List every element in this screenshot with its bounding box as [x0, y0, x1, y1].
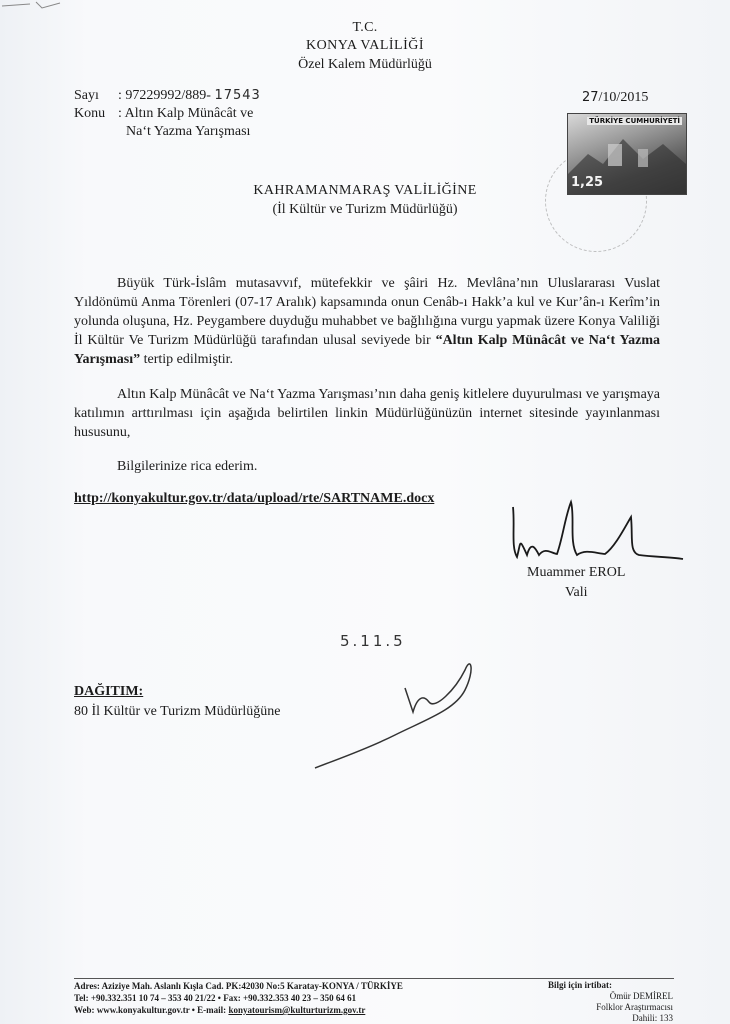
sayi-value: : 97229992/889-	[118, 88, 211, 103]
handwritten-note: 5.11.5	[340, 632, 406, 650]
contact-ext: Dahili: 133	[632, 1013, 673, 1023]
subject	[74, 106, 253, 122]
date-day: 27	[582, 90, 599, 105]
contact-role: Folklor Araştırmacısı	[596, 1002, 673, 1012]
document-date	[582, 90, 648, 106]
contact-block	[548, 980, 673, 1024]
p1-bold-title: “Altın Kalp Münâcât ve Na‘t Yazma Yarışması”	[74, 333, 660, 367]
date-rest: /10/2015	[598, 90, 649, 105]
signer-name: Muammer EROL	[527, 565, 626, 580]
footer-address-block	[74, 980, 403, 1016]
sayi-handwritten: 17543	[214, 88, 261, 103]
footer-web-prefix: Web: www.konyakultur.gov.tr • E-mail:	[74, 1005, 229, 1015]
stamp-country: TÜRKİYE CUMHURİYETİ	[589, 117, 680, 125]
footer-address: Adres: Aziziye Mah. Aslanlı Kışla Cad. PK:42030 No:5 Karatay-KONYA / TÜRKİYE	[74, 981, 403, 991]
stamp-value: 1,25	[571, 175, 604, 190]
contact-name: Ömür DEMİREL	[609, 991, 673, 1001]
signature-icon	[505, 497, 685, 572]
body-paragraph-2: Altın Kalp Münâcât ve Na‘t Yazma Yarışması’nın daha geniş kitlelere duyurulması ve yarışmaya katılımın arttırılması için aşağıda belirtilen linkin Müdürlüğünüzün internet sitesinde yayınlanması hususunu,	[74, 387, 660, 440]
konu-line2: Na‘t Yazma Yarışması	[126, 124, 251, 139]
signer-title: Vali	[565, 585, 588, 600]
header-governorship: KONYA VALİLİĞİ	[305, 38, 425, 53]
distribution-item: 80 İl Kültür ve Turizm Müdürlüğüne	[74, 704, 281, 719]
distribution-title: DAĞITIM:	[74, 684, 144, 699]
konu-label: Konu	[74, 106, 106, 121]
sayi-label: Sayı	[74, 88, 99, 103]
footer-tel: Tel: +90.332.351 10 74 – 353 40 21/22 • Fax: +90.332.353 40 23 – 350 64 61	[74, 993, 357, 1003]
footer-web	[74, 1004, 403, 1016]
footer-divider	[74, 978, 674, 979]
header-office: Özel Kalem Müdürlüğü	[298, 57, 432, 72]
contact-title: Bilgi için irtibat:	[548, 980, 612, 990]
addressee-subtitle: (İl Kültür ve Turizm Müdürlüğü)	[272, 202, 458, 217]
addressee-title: KAHRAMANMARAŞ VALİLİĞİNE	[253, 183, 477, 198]
konu-line1: : Altın Kalp Münâcât ve	[118, 106, 254, 121]
scan-mark-icon	[0, 0, 70, 12]
initial-scribble-icon	[305, 650, 485, 775]
header-tc: T.C.	[352, 20, 378, 35]
reference-number	[74, 88, 261, 104]
p1-text-a: Büyük Türk-İslâm mutasavvıf, mütefekkir ve şâiri Hz. Mevlâna’nın Uluslararası Vuslat Yıldönümü Anma Törenleri (07-17 Aralık) kapsamında onun Cenâb-ı Hakk’a kul ve Kur’ân-ı Kerîm’in yolunda oluşuna, Hz. Peygambere duyduğu muhabbet ve bağlılığına vurgu yapmak üzere Konya Valiliği İl Kültür Ve Turizm Müdürlüğü tarafından ulusal seviyede bir	[74, 276, 660, 348]
footer-email[interactable]: konyatourism@kulturturizm.gov.tr	[228, 1005, 366, 1015]
body-paragraph-1	[74, 274, 660, 369]
p1-text-b: tertip edilmiştir.	[140, 352, 234, 367]
body-paragraph-3: Bilgilerinize rica ederim.	[117, 459, 258, 474]
document-link[interactable]: http://konyakultur.gov.tr/data/upload/rte/SARTNAME.docx	[74, 491, 435, 506]
